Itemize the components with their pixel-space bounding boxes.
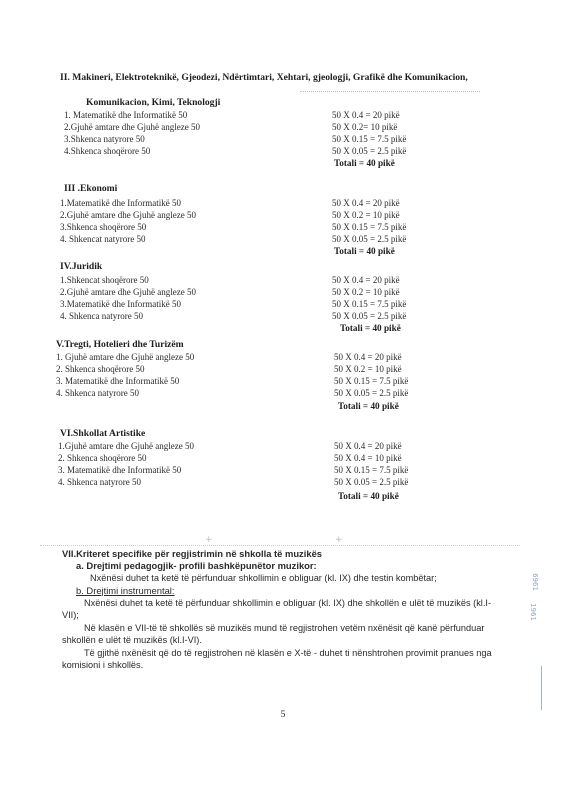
subject-label: 2.Gjuhë amtare dhe Gjuhë angleze 50: [64, 122, 200, 132]
margin-bracket-mark: [541, 666, 547, 710]
criteria-b-text: Nxënësi duhet ta ketë të përfunduar shkollimin e obliguar (kl. IX) dhe shkollën e ulët të muzikës (kl.I-VII);: [62, 597, 492, 620]
section-v-row: [0, 363, 566, 375]
scan-dotted-line: [40, 545, 520, 546]
points-calc: 50 X 0.2 = 10 pikë: [332, 287, 400, 297]
section-vii: [62, 548, 502, 672]
section-vi-heading: VI.Shkollat Artistike: [60, 428, 146, 439]
section-vi-row: [0, 464, 566, 476]
scan-dots: [300, 91, 480, 92]
margin-handwritten-mark: 1961: [528, 603, 537, 621]
subject-label: 3. Matematikë dhe Informatikë 50: [56, 376, 180, 386]
section-iv-row: [0, 310, 566, 322]
section-iii-row: [0, 233, 566, 245]
section-iv-heading: IV.Juridik: [60, 261, 103, 272]
points-calc: 50 X 0.15 = 7.5 pikë: [332, 299, 407, 309]
section-iv-total: Totali = 40 pikë: [340, 323, 401, 333]
section-vi-row: [0, 452, 566, 464]
subject-label: 4. Shkenca natyrore 50: [56, 388, 139, 398]
paragraph-class-x: Të gjithë nxënësit që do të regjistrohen në klasën e X-të - duhet ti nënshtrohen provimit pranues nga komisioni i shkollës.: [62, 647, 492, 670]
subject-label: 1. Matematikë dhe Informatikë 50: [64, 110, 188, 120]
points-calc: 50 X 0.15 = 7.5 pikë: [334, 376, 409, 386]
points-calc: 50 X 0.15 = 7.5 pikë: [332, 134, 407, 144]
section-ii-row: [0, 121, 566, 133]
section-v-row: [0, 387, 566, 399]
points-calc: 50 X 0.4 = 20 pikë: [332, 198, 400, 208]
section-vi-row: [0, 440, 566, 452]
points-calc: 50 X 0.15 = 7.5 pikë: [332, 222, 407, 232]
points-calc: 50 X 0.4 = 20 pikë: [332, 110, 400, 120]
subject-label: 1.Gjuhë amtare dhe Gjuhë angleze 50: [58, 441, 194, 451]
section-v-row: [0, 351, 566, 363]
section-v-total: Totali = 40 pikë: [338, 401, 399, 411]
points-calc: 50 X 0.4 = 20 pikë: [332, 275, 400, 285]
section-ii-subheading: Komunikacion, Kimi, Teknologji: [86, 97, 221, 108]
subject-label: 4. Shkencat natyrore 50: [60, 234, 146, 244]
points-calc: 50 X 0.05 = 2.5 pikë: [332, 311, 407, 321]
section-vi-row: [0, 476, 566, 488]
criteria-a-label: a. Drejtimi pedagogjik- profili bashkëpunëtor muzikor:: [76, 560, 317, 571]
section-v-heading: V.Tregti, Hotelieri dhe Turizëm: [56, 339, 184, 350]
section-ii-total: Totali = 40 pikë: [334, 158, 395, 168]
subject-label: 2.Gjuhë amtare dhe Gjuhë angleze 50: [60, 287, 196, 297]
points-calc: 50 X 0.4 = 20 pikë: [334, 352, 402, 362]
section-ii-row: [0, 133, 566, 145]
subject-label: 1. Gjuhë amtare dhe Gjuhë angleze 50: [56, 352, 195, 362]
points-calc: 50 X 0.05 = 2.5 pikë: [332, 146, 407, 156]
paragraph-class-vii: Në klasën e VII-të të shkollës së muzikës mund të regjistrohen vetëm nxënësit që kanë përfunduar shkollën e ulët të muzikës (kl.I-VI).: [62, 622, 485, 645]
section-iii-heading: III .Ekonomi: [64, 183, 118, 194]
page-number: 5: [280, 710, 286, 720]
section-vii-title: VII.Kriteret specifike për regjistrimin në shkolla të muzikës: [62, 548, 322, 559]
subject-label: 1.Shkencat shoqërore 50: [60, 275, 149, 285]
subject-label: 2.Gjuhë amtare dhe Gjuhë angleze 50: [60, 210, 196, 220]
section-iii-total: Totali = 40 pikë: [334, 246, 395, 256]
points-calc: 50 X 0.2 = 10 pikë: [334, 364, 402, 374]
margin-handwritten-mark: 6961: [530, 573, 539, 591]
subject-label: 3.Shkenca natyrore 50: [64, 134, 145, 144]
points-calc: 50 X 0.05 = 2.5 pikë: [334, 477, 409, 487]
section-ii-row: [0, 145, 566, 157]
criteria-b-label: b. Drejtimi instrumental:: [76, 584, 175, 596]
criteria-a-text: Nxënësi duhet ta ketë të përfunduar shkollimin e obliguar (kl. IX) dhe testin kombëtar;: [90, 573, 437, 583]
section-iii-row: [0, 221, 566, 233]
scan-cross-mark: +: [335, 535, 343, 545]
points-calc: 50 X 0.2 = 10 pikë: [332, 210, 400, 220]
subject-label: 3.Shkenca shoqërore 50: [60, 222, 147, 232]
subject-label: 4.Shkenca shoqërore 50: [64, 146, 151, 156]
section-ii-heading: II. Makineri, Elektroteknikë, Gjeodezi, Ndërtimtari, Xehtari, gjeologji, Grafikë dhe Komunikacion,: [60, 72, 468, 83]
subject-label: 3.Matematikë dhe Informatikë 50: [60, 299, 181, 309]
subject-label: 3. Matematikë dhe Informatikë 50: [58, 465, 182, 475]
subject-label: 1.Matematikë dhe Informatikë 50: [60, 198, 181, 208]
section-iii-row: [0, 209, 566, 221]
scan-cross-mark: +: [205, 535, 213, 545]
section-ii-row: [0, 109, 566, 121]
subject-label: 4. Shkenca natyrore 50: [60, 311, 143, 321]
section-vi-total: Totali = 40 pikë: [338, 491, 399, 501]
section-v-row: [0, 375, 566, 387]
section-iv-row: [0, 274, 566, 286]
points-calc: 50 X 0.15 = 7.5 pikë: [334, 465, 409, 475]
subject-label: 2. Shkenca shoqërore 50: [56, 364, 145, 374]
section-iv-row: [0, 298, 566, 310]
points-calc: 50 X 0.05 = 2.5 pikë: [334, 388, 409, 398]
points-calc: 50 X 0.4 = 10 pikë: [334, 453, 402, 463]
points-calc: 50 X 0.2= 10 pikë: [332, 122, 398, 132]
section-iii-row: [0, 197, 566, 209]
points-calc: 50 X 0.4 = 20 pikë: [334, 441, 402, 451]
section-iv-row: [0, 286, 566, 298]
subject-label: 2. Shkenca shoqërore 50: [58, 453, 147, 463]
subject-label: 4. Shkenca natyrore 50: [58, 477, 141, 487]
points-calc: 50 X 0.05 = 2.5 pikë: [332, 234, 407, 244]
